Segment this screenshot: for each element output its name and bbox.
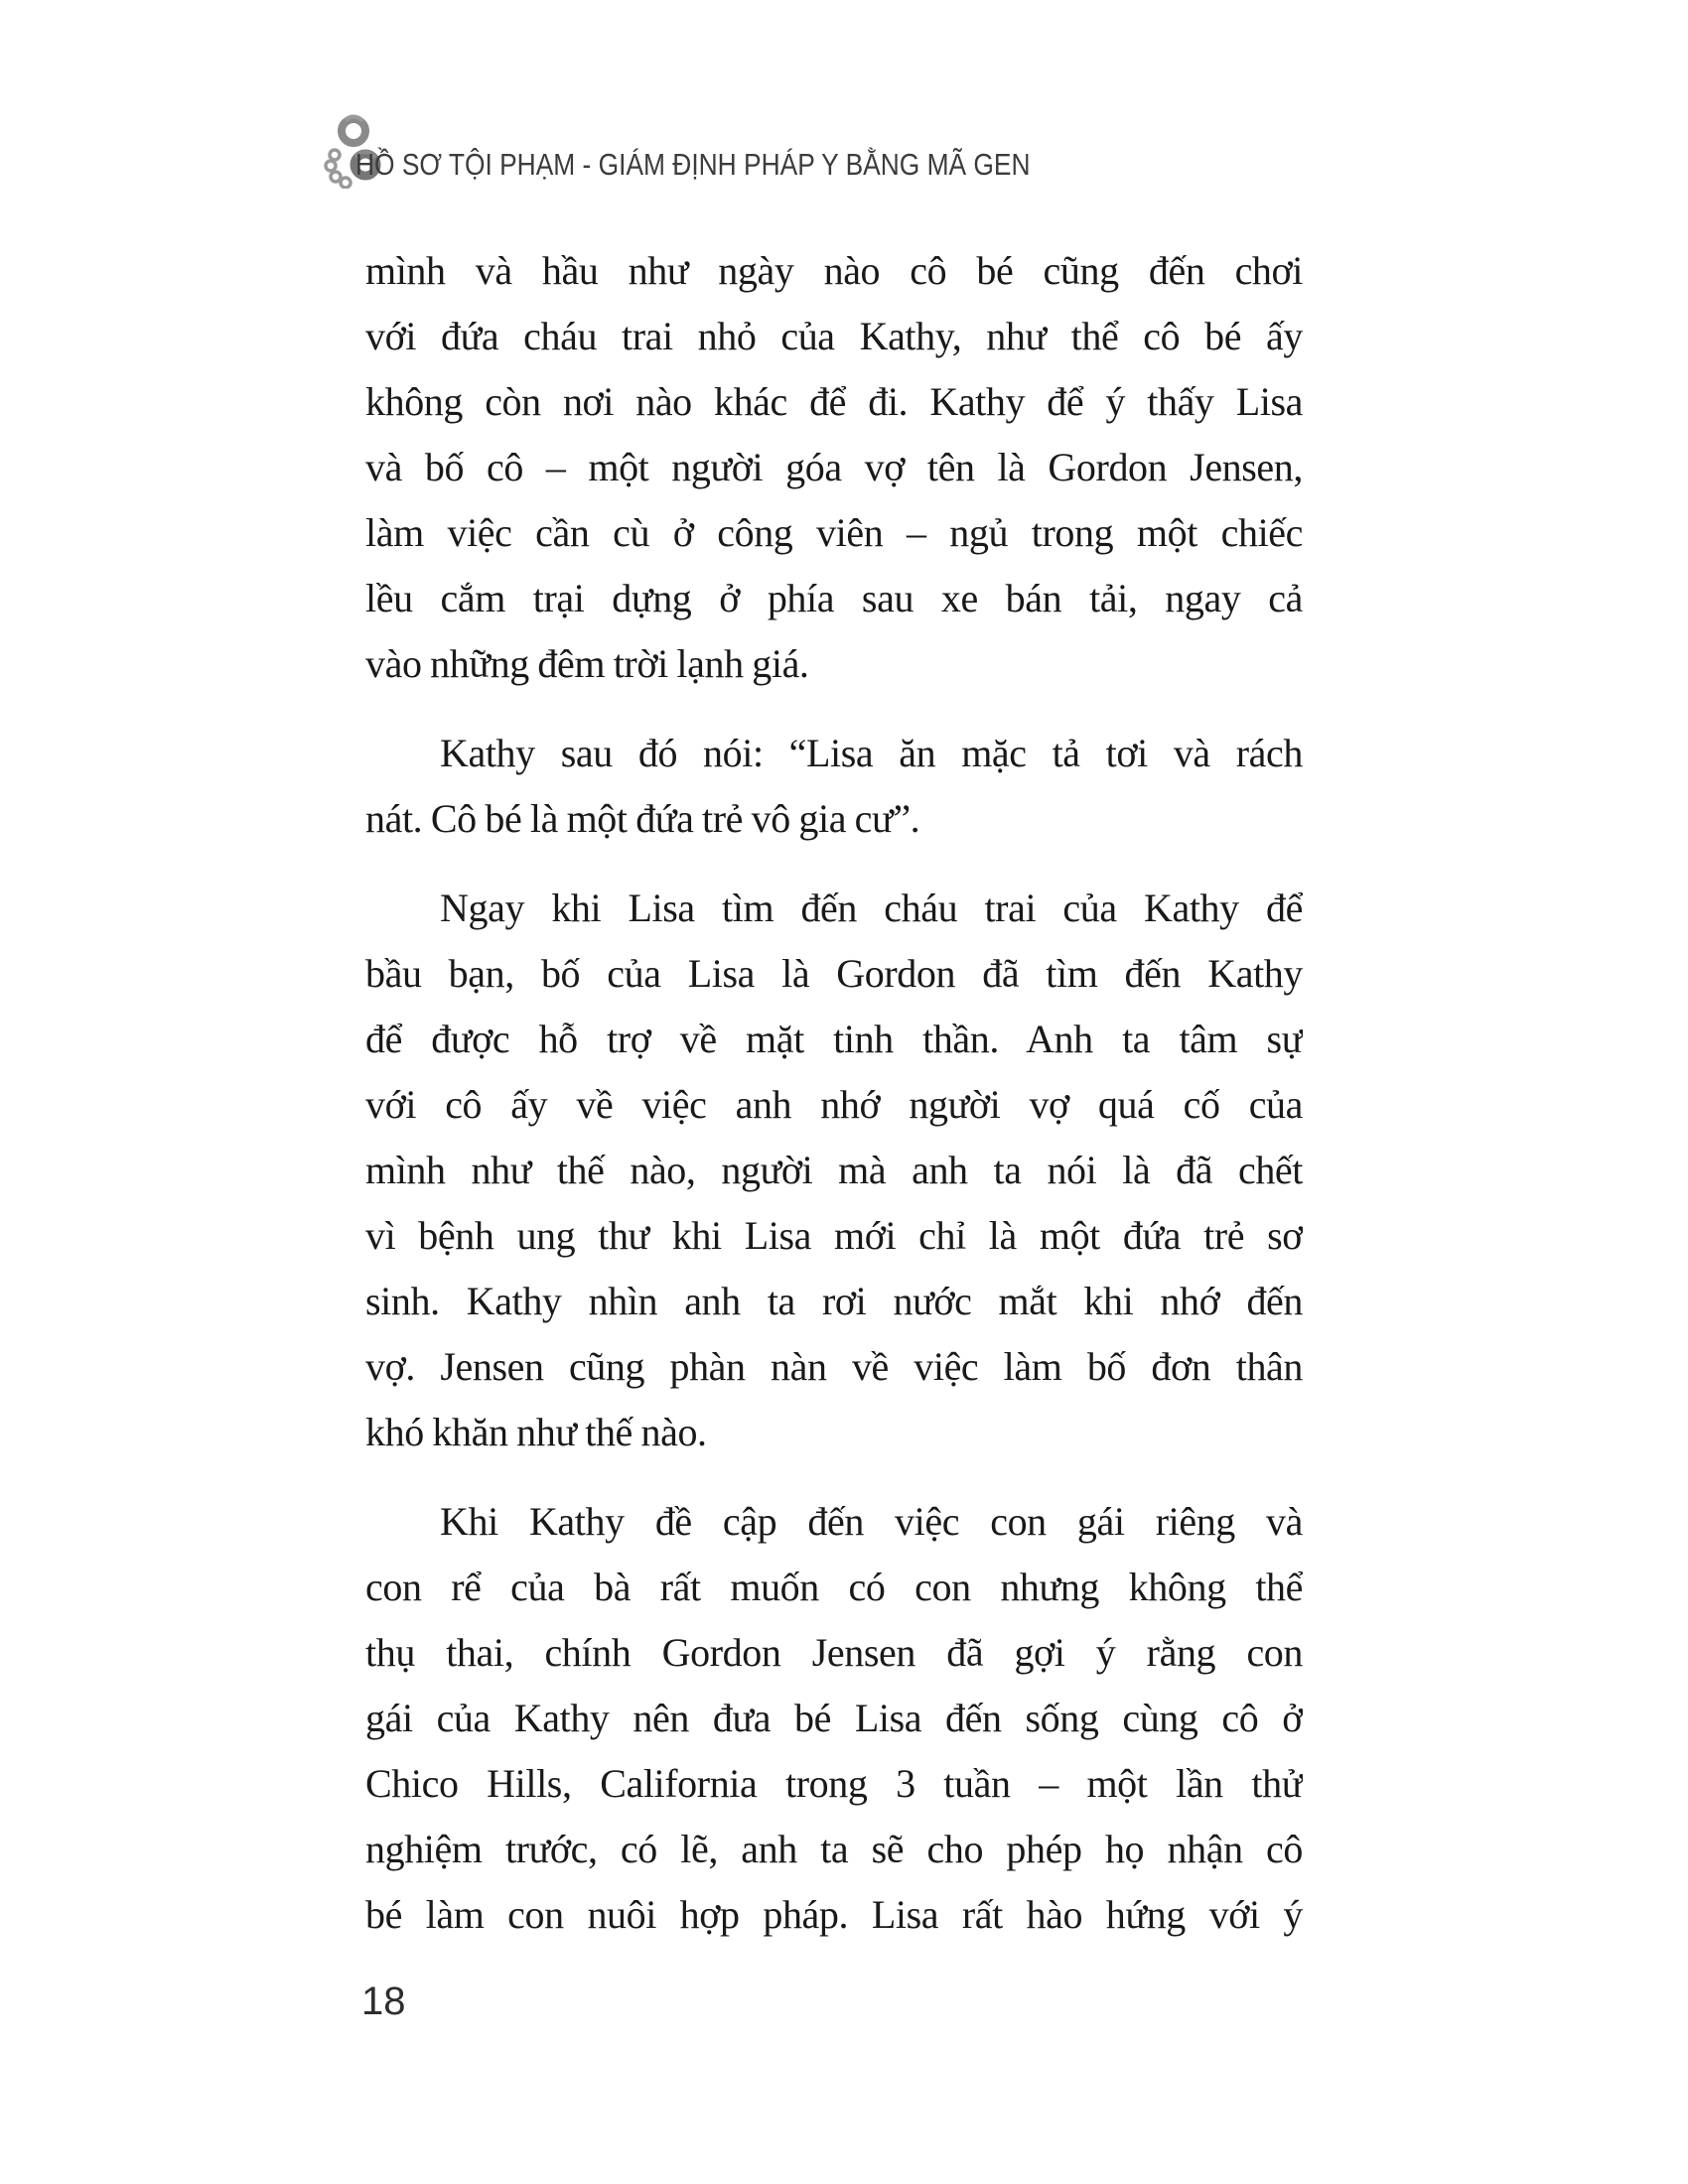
running-header [0, 0, 1688, 208]
text-line: nát. Cô bé là một đứa trẻ vô gia cư”. [365, 796, 920, 841]
text-line: Khi Kathy đề cập đến việc con gái riêng và [440, 1499, 1303, 1544]
text-line: bầu bạn, bố của Lisa là Gordon đã tìm đến Kathy [365, 951, 1303, 996]
paragraph [365, 721, 1303, 852]
text-line: làm việc cần cù ở công viên – ngủ trong một chiếc [365, 510, 1303, 555]
text-line: vào những đêm trời lạnh giá. [365, 641, 809, 686]
page-number: 18 [361, 1979, 406, 2023]
text-line: không còn nơi nào khác để đi. Kathy để ý thấy Lisa [365, 379, 1303, 424]
text-line: Kathy sau đó nói: “Lisa ăn mặc tả tơi và rách [440, 731, 1303, 775]
text-line: thụ thai, chính Gordon Jensen đã gợi ý rằng con [365, 1630, 1303, 1675]
text-line: nghiệm trước, có lẽ, anh ta sẽ cho phép họ nhận cô [365, 1827, 1303, 1871]
text-line: con rể của bà rất muốn có con nhưng không thể [365, 1565, 1303, 1609]
text-line: và bố cô – một người góa vợ tên là Gordon Jensen, [365, 445, 1303, 489]
text-line: lều cắm trại dựng ở phía sau xe bán tải, ngay cả [365, 576, 1303, 620]
text-line: vì bệnh ung thư khi Lisa mới chỉ là một đứa trẻ sơ [365, 1213, 1303, 1258]
paragraph [365, 238, 1303, 697]
text-line: sinh. Kathy nhìn anh ta rơi nước mắt khi nhớ đến [365, 1279, 1303, 1323]
text-line: khó khăn như thế nào. [365, 1410, 707, 1454]
text-line: với cô ấy về việc anh nhớ người vợ quá cố của [365, 1082, 1303, 1127]
text-line: vợ. Jensen cũng phàn nàn về việc làm bố đơn thân [365, 1344, 1303, 1389]
text-line: bé làm con nuôi hợp pháp. Lisa rất hào hứng với ý [365, 1892, 1303, 1937]
paragraph [365, 1489, 1303, 1948]
text-line: gái của Kathy nên đưa bé Lisa đến sống cùng cô ở [365, 1696, 1303, 1740]
text-line: mình và hầu như ngày nào cô bé cũng đến chơi [365, 248, 1303, 293]
text-line: Chico Hills, California trong 3 tuần – một lần thử [365, 1761, 1303, 1806]
header-title: HỒ SƠ TỘI PHẠM - GIÁM ĐỊNH PHÁP Y BẰNG MÃ GEN [355, 147, 1031, 182]
text-line: để được hỗ trợ về mặt tinh thần. Anh ta tâm sự [365, 1017, 1303, 1061]
text-line: Ngay khi Lisa tìm đến cháu trai của Kathy để [440, 886, 1303, 930]
text-line: mình như thế nào, người mà anh ta nói là đã chết [365, 1148, 1303, 1192]
text-line: với đứa cháu trai nhỏ của Kathy, như thể cô bé ấy [365, 314, 1303, 358]
paragraph [365, 876, 1303, 1465]
body-text [365, 238, 1303, 1948]
